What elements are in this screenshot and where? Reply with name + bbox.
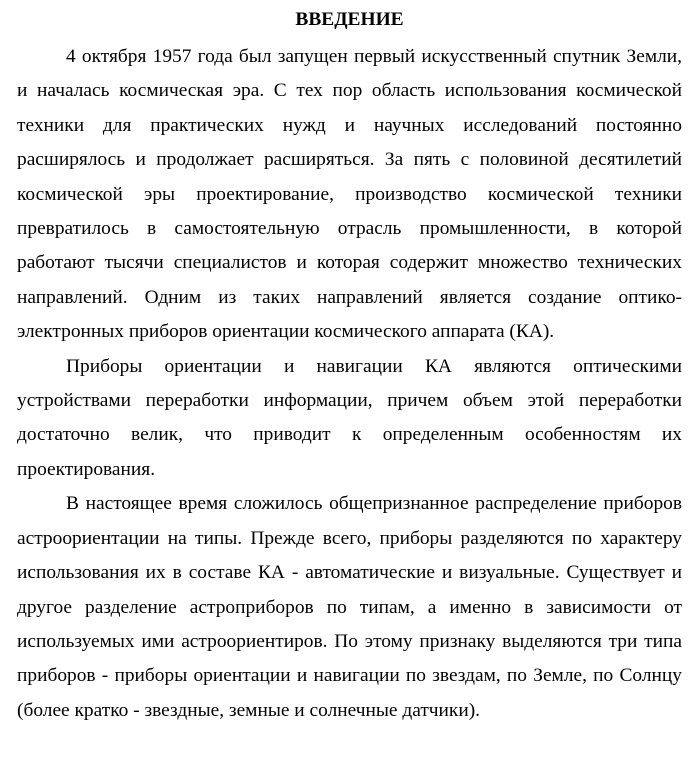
document-title: ВВЕДЕНИЕ — [295, 9, 404, 30]
document-page — [17, 0, 682, 765]
paragraph-orientation-devices: Приборы ориентации и навигации КА являются оптическими устройствами переработки информации, причем объем этой переработки достаточно велик, что приводит к определенным особенностям их проектирования. — [17, 355, 682, 480]
paragraph-intro: 4 октября 1957 года был запущен первый искусственный спутник Земли, и началась космическая эра. С тех пор область использования космической техники для практических нужд и научных исследований постоянно расширялось и продолжает расширяться. За пять с половиной десятилетий космической эры проектирование, производство космической техники превратилось в самостоятельную отрасль промышленности, в которой работают тысячи специалистов и которая содержит множество технических направлений. Одним из таких направлений является создание оптико-электронных приборов ориентации космического аппарата (КА). — [17, 46, 682, 343]
paragraph-device-types: В настоящее время сложилось общепризнанное распределение приборов астроориентации на типы. Прежде всего, приборы разделяются по характеру использования их в составе КА - автоматические и визуальные. Существует и другое разделение астроприборов по типам, а именно в зависимости от используемых ими астроориентиров. По этому признаку выделяются три типа приборов - приборы ориентации и навигации по звездам, по Земле, по Солнцу (более кратко - звездные, земные и солнечные датчики). — [17, 493, 682, 721]
